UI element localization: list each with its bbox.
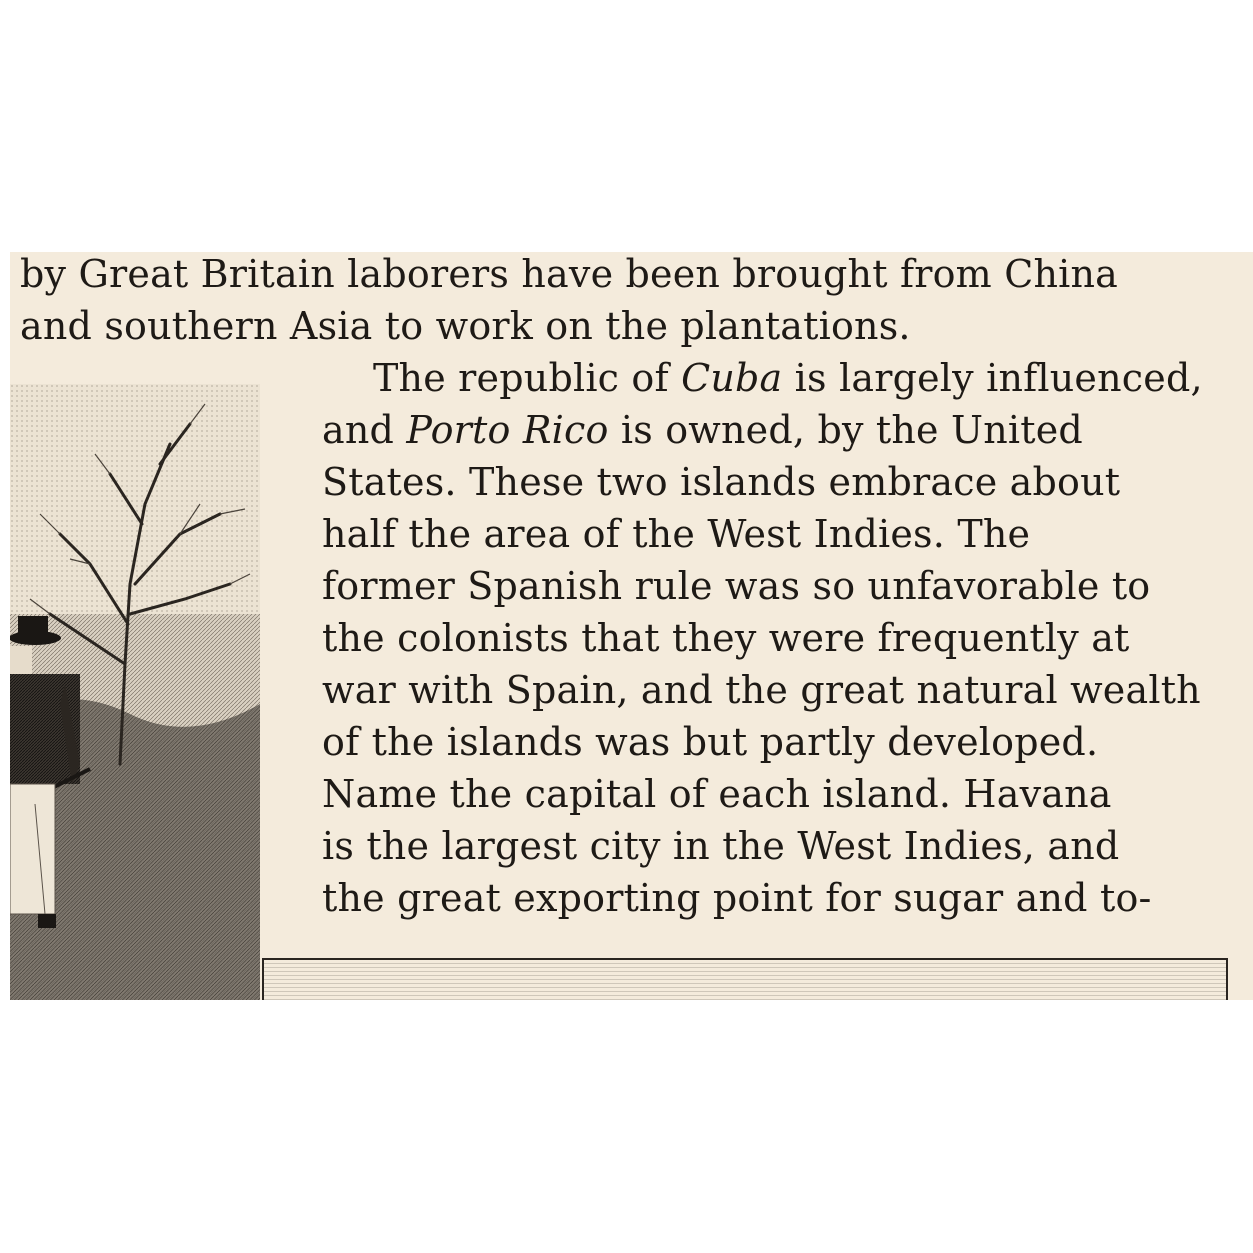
scanned-page — [10, 252, 1253, 1000]
text-line-7: former Spanish rule was so unfavorable to — [322, 564, 1151, 608]
text-line-11: Name the capital of each island. Havana — [322, 772, 1112, 816]
text-line-5: States. These two islands embrace about — [322, 460, 1121, 504]
text-segment: is largely influenced, — [782, 356, 1203, 400]
illustration-frame — [262, 958, 1228, 1000]
text-line-6: half the area of the West Indies. The — [322, 512, 1031, 556]
text-line-8: the colonists that they were frequently at — [322, 616, 1130, 660]
engraving-icon — [10, 384, 260, 1000]
text-line-9: war with Spain, and the great natural wealth — [322, 668, 1201, 712]
text-segment: The republic of — [373, 356, 682, 400]
text-line-1: by Great Britain laborers have been brought from China — [20, 252, 1119, 296]
text-line-10: of the islands was but partly developed. — [322, 720, 1099, 764]
italic-place-name: Porto Rico — [406, 408, 609, 452]
text-segment: is owned, by the United — [608, 408, 1083, 452]
italic-place-name: Cuba — [681, 356, 783, 400]
text-line-13: the great exporting point for sugar and to- — [322, 876, 1152, 920]
text-line-12: is the largest city in the West Indies, and — [322, 824, 1120, 868]
text-line-2: and southern Asia to work on the plantations. — [20, 304, 911, 348]
text-segment: and — [322, 408, 407, 452]
text-line-3 — [373, 352, 1203, 404]
text-line-4 — [322, 404, 1083, 456]
